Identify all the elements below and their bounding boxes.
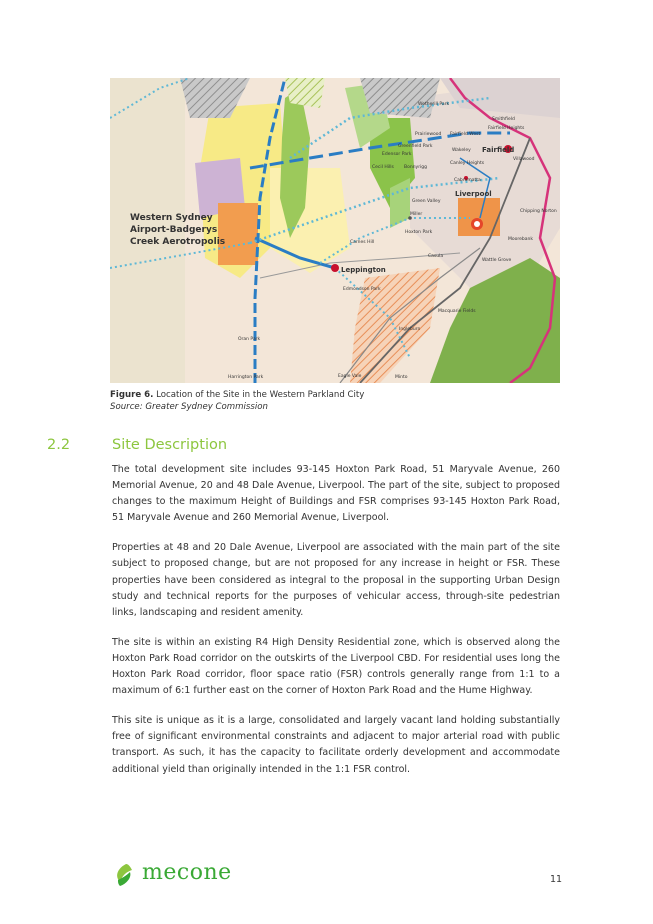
map-label-fairfield-west: Fairfield West	[450, 132, 481, 137]
figure-source: Source: Greater Sydney Commission	[110, 402, 268, 412]
map-label-liverpool: Liverpool	[455, 190, 492, 198]
map-label-airport-2: Airport-Badgerys	[130, 225, 218, 235]
map-label-macquarie-fields: Macquarie Fields	[438, 309, 476, 314]
map-label-prairiewood: Prairiewood	[415, 132, 442, 137]
map-label-hoxton-park: Hoxton Park	[405, 230, 433, 235]
map-label-cabramatta: Cabramatta	[454, 178, 481, 183]
logo-text: mecone	[142, 860, 232, 885]
map-label-fairfield: Fairfield	[482, 146, 515, 154]
map-label-oran-park: Oran Park	[238, 337, 261, 342]
map-label-green-valley: Green Valley	[412, 199, 441, 204]
figure-caption	[110, 389, 364, 413]
map-label-harrington-park: Harrington Park	[228, 375, 264, 380]
paragraph: Properties at 48 and 20 Dale Avenue, Liverpool are associated with the main part of the site subject to proposed change, but are not proposed for any increase in height or FSR. These properties have been considered as integral to the proposal in the supporting Urban Design study and technical reports for the purposes of vehicular access, through-site pedestrian links, landscaping and resident amenity.	[112, 542, 560, 618]
map-label-moorebank: Moorebank	[508, 237, 533, 242]
section-number: 2.2	[47, 437, 71, 453]
map-label-bonnyrigg: Bonnyrigg	[404, 165, 428, 170]
map-label-minto: Minto	[395, 375, 408, 380]
map-label-wetherill-park: Wetherill Park	[418, 102, 450, 107]
map-label-edmondson-park: Edmondson Park	[343, 287, 381, 292]
leaf-icon	[112, 862, 138, 890]
map-label-wakeley: Wakeley	[452, 148, 471, 153]
body-text	[112, 462, 560, 792]
map-label-greenfield-park: Greenfield Park	[398, 144, 433, 149]
map-label-cecil-hills: Cecil Hills	[372, 165, 394, 170]
map-label-miller: Miller	[410, 212, 423, 217]
mecone-logo	[112, 860, 242, 888]
page-number: 11	[550, 874, 563, 885]
paragraph: The site is within an existing R4 High Density Residential zone, which is observed along the Hoxton Park Road corridor on the outskirts of the Liverpool CBD. For residential uses long the Hoxton Park Road corridor, floor space ratio (FSR) controls generally range from 1:1 to a maximum of 6:1 further east on the corner of Hoxton Park Road and the Hume Highway.	[112, 636, 560, 697]
map-label-ingleburn: Ingleburn	[399, 327, 421, 332]
paragraph: This site is unique as it is a large, consolidated and largely vacant land holding substantially free of significant environmental constraints and adjacent to major arterial road with public transport. As such, it has the capacity to facilitate orderly development and accommodate additional yield than originally intended in the 1:1 FSR control.	[112, 715, 560, 775]
map-label-smithfield: Smithfield	[492, 117, 515, 122]
map-label-airport-1: Western Sydney	[130, 213, 213, 223]
map-label-villawood: Villawood	[513, 157, 535, 162]
map-label-eagle-vale: Eagle Vale	[338, 374, 362, 379]
section-title: Site Description	[112, 437, 228, 453]
map-label-casula: Casula	[428, 254, 444, 259]
map-label-canley-heights: Canley Heights	[450, 161, 485, 166]
map-label-carnes-hill: Carnes Hill	[350, 240, 375, 245]
paragraph: The total development site includes 93-145 Hoxton Park Road, 51 Maryvale Avenue, 260 Memorial Avenue, 20 and 48 Dale Avenue, Liverpool. The part of the site, subject to proposed changes to the maximum Height of Buildings and FSR comprises 93-145 Hoxton Park Road, 51 Maryvale Avenue and 260 Memorial Avenue, Liverpool.	[112, 464, 560, 524]
map-label-wattle-grove: Wattle Grove	[482, 258, 512, 263]
map-label-airport-3: Creek Aerotropolis	[130, 237, 226, 247]
location-map	[110, 78, 560, 383]
figure-caption-text: Location of the Site in the Western Parkland City	[153, 390, 365, 400]
figure-label: Figure 6.	[110, 390, 154, 400]
map-label-fairfield-heights: Fairfield Heights	[488, 126, 525, 131]
map-label-chipping-norton: Chipping Norton	[520, 209, 557, 214]
map-label-leppington: Leppington	[341, 266, 386, 274]
map-label-edensor-park: Edensor Park	[382, 152, 412, 157]
